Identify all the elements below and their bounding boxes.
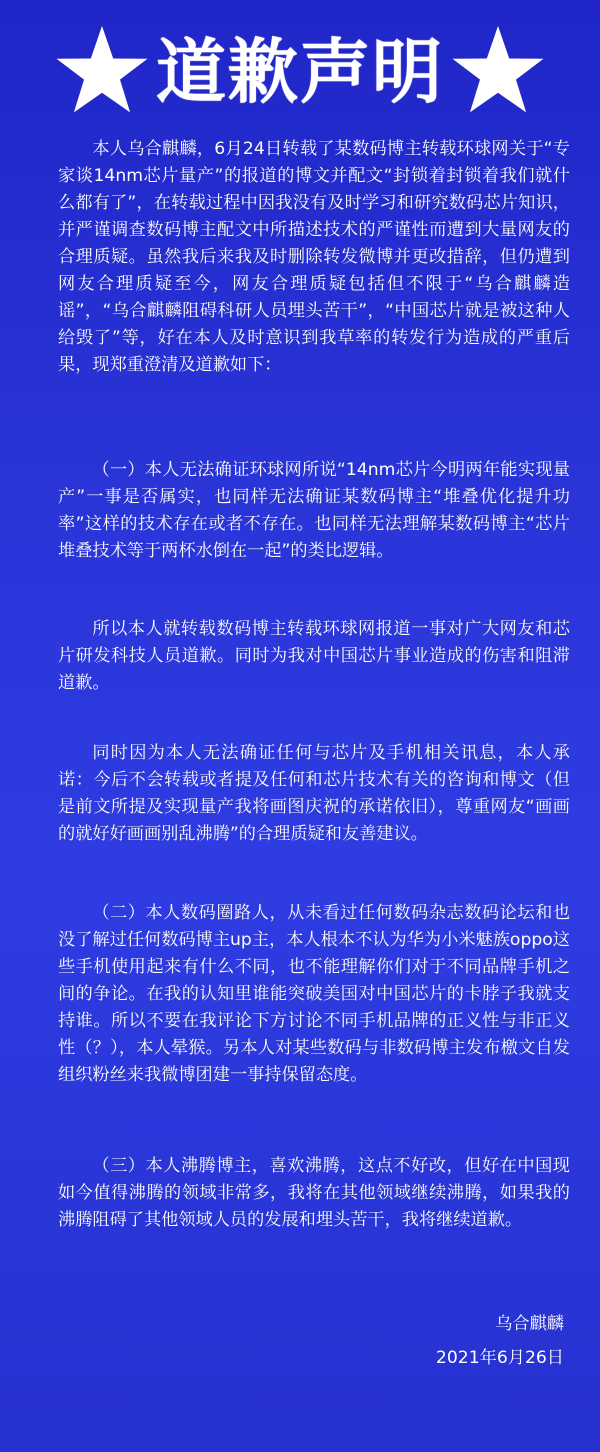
apology-paragraph: 所以本人就转载数码博主转载环球网报道一事对广大网友和芯片研发科技人员道歉。同时为我对中国芯片事业造成的伤害和阻滞道歉。 [58,619,570,693]
star-icon [448,22,548,122]
intro-paragraph: 本人乌合麒麟，6月24日转载了某数码博主转载环球网关于“专家谈14nm芯片量产”的报道的博文并配文“封锁着封锁着我们就什么都有了”，在转载过程中因我没有及时学习和研究数码芯片知识，并严谨调查数码博主配文中所描述技术的严谨性而遭到大量网友的合理质疑。虽然我后来我及时删除转发微博并更改措辞，但仍遭到网友合理质疑至今，网友合理质疑包括但不限于“乌合麒麟造谣”，“乌合麒麟阻碍科研人员埋头苦干”，“中国芯片就是被这种人给毁了”等，好在本人及时意识到我草率的转发行为造成的严重后果，现郑重澄清及道歉如下： [58,139,570,375]
signature-name: 乌合麒麟 [495,1314,564,1334]
signature-date: 2021年6月26日 [435,1348,564,1368]
page-title: 道歉声明 [156,31,444,113]
point-three-paragraph: （三）本人沸腾博主，喜欢沸腾，这点不好改，但好在中国现如今值得沸腾的领域非常多，我将在其他领域继续沸腾，如果我的沸腾阻碍了其他领域人员的发展和埋头苦干，我将继续道歉。 [58,1156,570,1230]
title-row [0,22,600,122]
point-one-paragraph: （一）本人无法确证环球网所说“14nm芯片今明两年能实现量产”一事是否属实，也同样无法确证某数码博主“堆叠优化提升功率”这样的技术存在或者不存在。也同样无法理解某数码博主“芯片堆叠技术等于两杯水倒在一起”的类比逻辑。 [58,460,570,561]
point-two-paragraph: （二）本人数码圈路人，从未看过任何数码杂志数码论坛和也没了解过任何数码博主up主，本人根本不认为华为小米魅族oppo这些手机使用起来有什么不同，也不能理解你们对于不同品牌手机之间的争论。在我的认知里谁能突破美国对中国芯片的卡脖子我就支持谁。所以不要在我评论下方讨论不同手机品牌的正义性与非正义性（？），本人晕猴。另本人对某些数码与非数码博主发布檄文自发组织粉丝来我微博团建一事持保留态度。 [58,903,570,1085]
star-icon [52,22,152,122]
promise-paragraph: 同时因为本人无法确证任何与芯片及手机相关讯息，本人承诺：今后不会转载或者提及任何和芯片技术有关的咨询和博文（但是前文所提及实现量产我将画图庆祝的承诺依旧），尊重网友“画画的就好好画画别乱沸腾”的合理质疑和友善建议。 [58,743,570,844]
